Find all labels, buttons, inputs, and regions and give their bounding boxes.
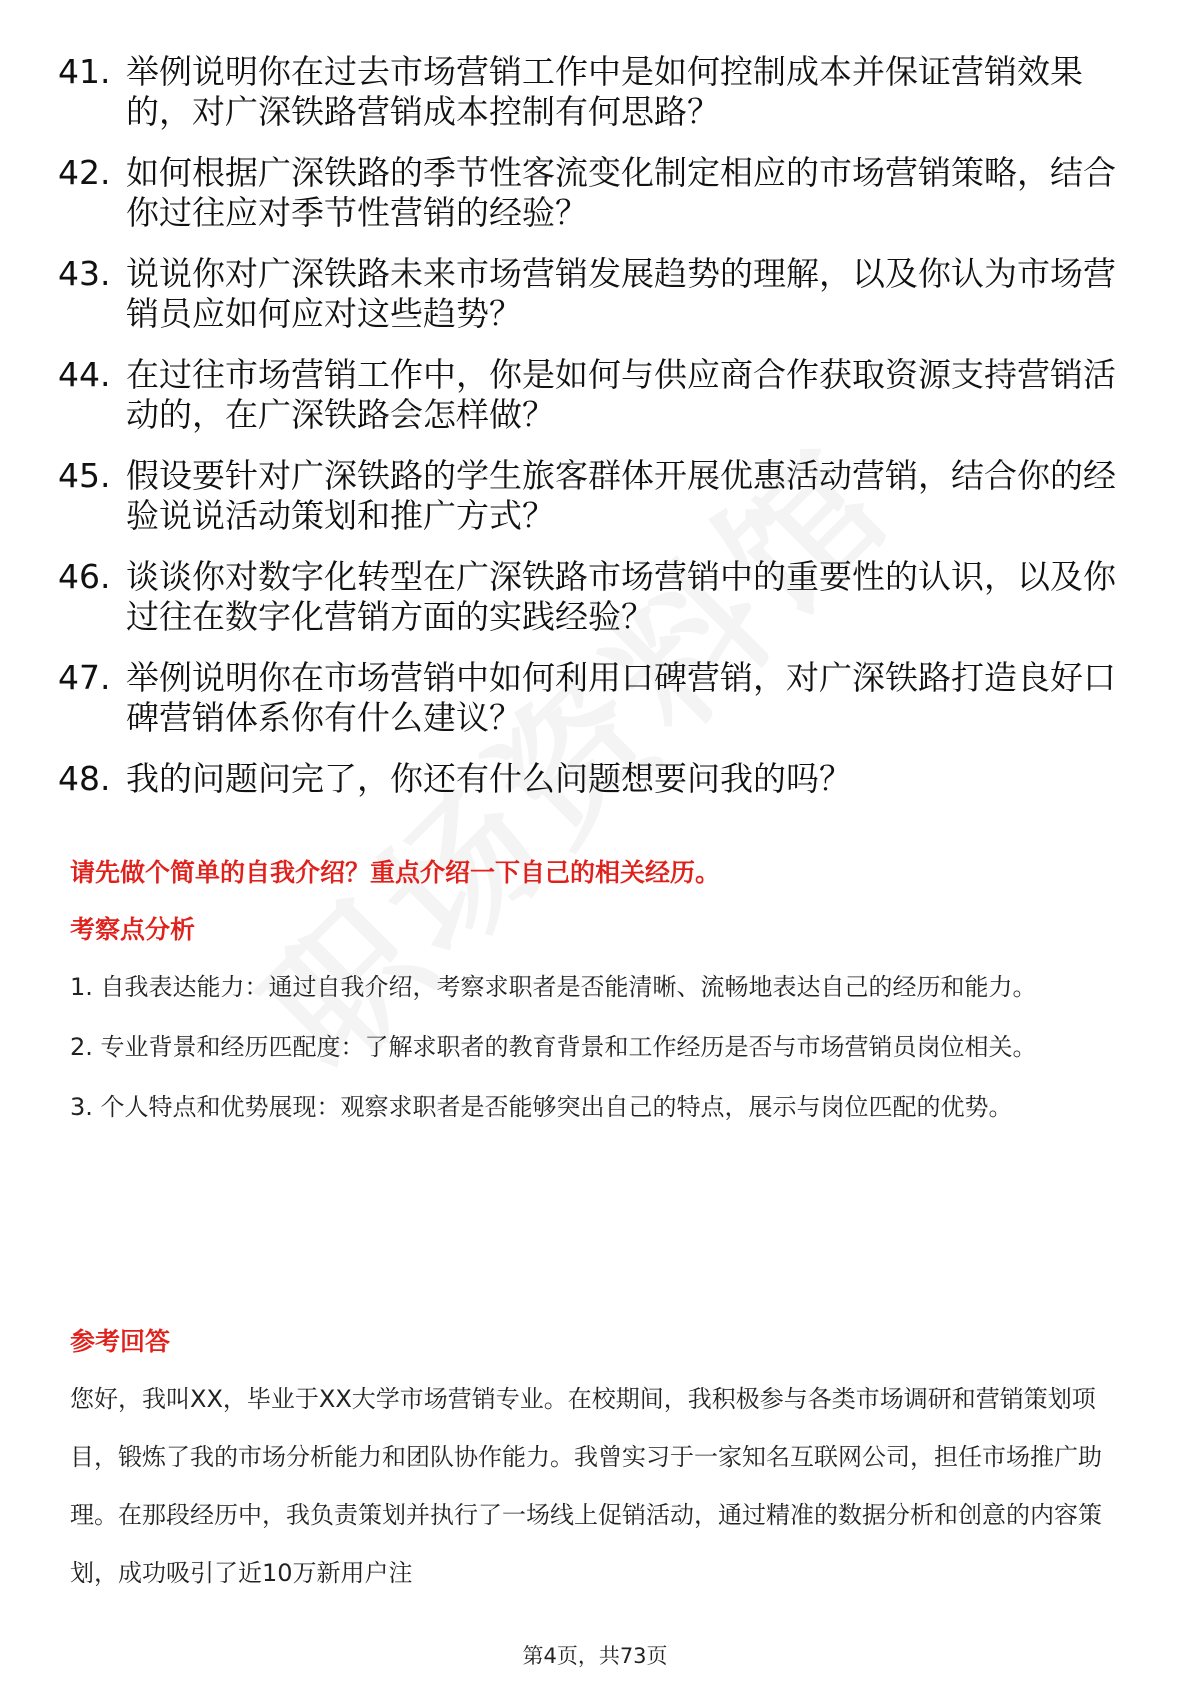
analysis-point: 3. 个人特点和优势展现：观察求职者是否能够突出自己的特点，展示与岗位匹配的优势。 xyxy=(70,1093,1013,1121)
page-footer: 第4页，共73页 xyxy=(522,1644,668,1668)
question-item xyxy=(58,759,1138,799)
question-list xyxy=(58,52,1138,820)
question-number: 48. xyxy=(58,759,111,798)
question-item xyxy=(58,557,1138,637)
question-text: 举例说明你在市场营销中如何利用口碑营销，对广深铁路打造良好口碑营销体系你有什么建议？ xyxy=(126,658,1116,737)
question-number: 45. xyxy=(58,456,111,495)
analysis-points xyxy=(70,958,1130,1138)
question-number: 41. xyxy=(58,52,111,91)
analysis-point: 1. 自我表达能力：通过自我介绍，考察求职者是否能清晰、流畅地表达自己的经历和能力。 xyxy=(70,973,1037,1001)
question-number: 44. xyxy=(58,355,111,394)
question-number: 47. xyxy=(58,658,111,697)
question-number: 43. xyxy=(58,254,111,293)
question-item xyxy=(58,153,1138,233)
question-item xyxy=(58,456,1138,536)
question-item xyxy=(58,254,1138,334)
question-text: 我的问题问完了，你还有什么问题想要问我的吗？ xyxy=(126,759,852,798)
question-item xyxy=(58,355,1138,435)
question-number: 46. xyxy=(58,557,111,596)
question-item xyxy=(58,658,1138,738)
question-text: 假设要针对广深铁路的学生旅客群体开展优惠活动营销，结合你的经验说说活动策划和推广方式？ xyxy=(126,456,1116,535)
question-text: 举例说明你在过去市场营销工作中是如何控制成本并保证营销效果的，对广深铁路营销成本控制有何思路？ xyxy=(126,52,1083,131)
question-number: 42. xyxy=(58,153,111,192)
question-text: 在过往市场营销工作中，你是如何与供应商合作获取资源支持营销活动的，在广深铁路会怎样做？ xyxy=(126,355,1116,434)
answer-heading: 参考回答 xyxy=(70,1327,171,1356)
question-text: 谈谈你对数字化转型在广深铁路市场营销中的重要性的认识，以及你过往在数字化营销方面的实践经验？ xyxy=(126,557,1116,636)
answer-text: 您好，我叫XX，毕业于XX大学市场营销专业。在校期间，我积极参与各类市场调研和营销策划项目，锻炼了我的市场分析能力和团队协作能力。我曾实习于一家知名互联网公司，担任市场推广助理。在那段经历中，我负责策划并执行了一场线上促销活动，通过精准的数据分析和创意的内容策划，成功吸引了近10万新用户注 xyxy=(70,1385,1102,1587)
analysis-heading: 考察点分析 xyxy=(70,915,196,944)
analysis-point: 2. 专业背景和经历匹配度：了解求职者的教育背景和工作经历是否与市场营销员岗位相关。 xyxy=(70,1033,1037,1061)
question-item xyxy=(58,52,1138,132)
question-text: 如何根据广深铁路的季节性客流变化制定相应的市场营销策略，结合你过往应对季节性营销的经验？ xyxy=(126,153,1116,232)
question-text: 说说你对广深铁路未来市场营销发展趋势的理解，以及你认为市场营销员应如何应对这些趋势？ xyxy=(126,254,1116,333)
main-question: 请先做个简单的自我介绍？重点介绍一下自己的相关经历。 xyxy=(70,858,721,887)
